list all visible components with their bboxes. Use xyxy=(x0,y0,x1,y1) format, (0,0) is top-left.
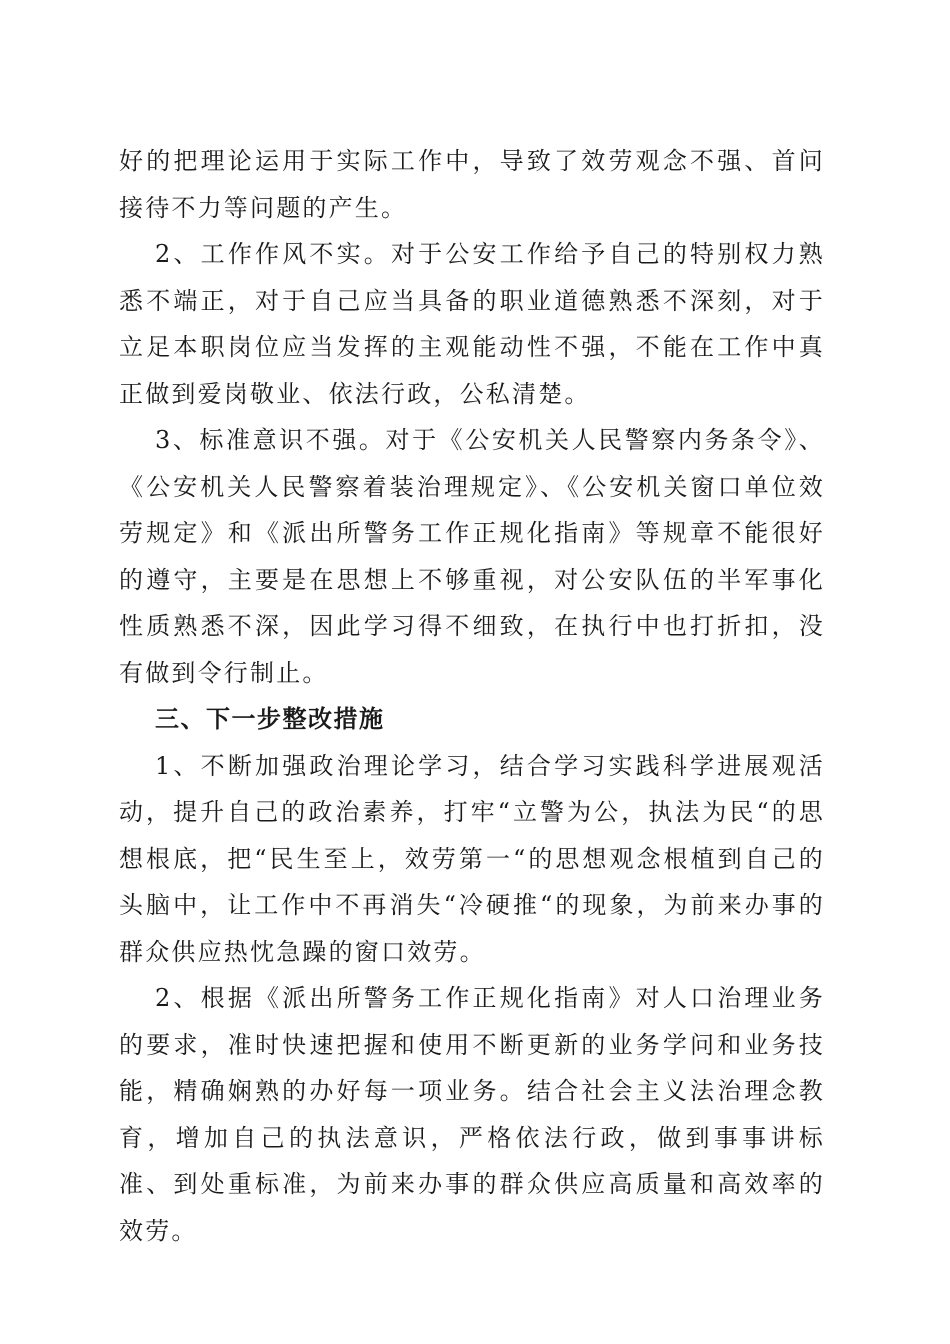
paragraph-work-style: 2、工作作风不实。对于公安工作给予自己的特别权力熟悉不端正，对于自己应当具备的职业道德熟悉不深刻，对于立足本职岗位应当发挥的主观能动性不强，不能在工作中真正做到爱岗敬业、依法行政，公私清楚。 xyxy=(119,240,825,408)
paragraph-measure-1: 1、不断加强政治理论学习，结合学习实践科学进展观活动，提升自己的政治素养，打牢“立警为公，执法为民“的思想根底，把“民生至上，效劳第一“的思想观念根植到自己的头脑中，让工作中不再消失“冷硬推“的现象，为前来办事的群众供应热忱急躁的窗口效劳。 xyxy=(119,751,825,966)
paragraph-measure-2: 2、根据《派出所警务工作正规化指南》对人口治理业务的要求，准时快速把握和使用不断更新的业务学问和业务技能，精确娴熟的办好每一项业务。结合社会主义法治理念教育，增加自己的执法意识，严格依法行政，做到事事讲标准、到处重标准，为前来办事的群众供应高质量和高效率的效劳。 xyxy=(119,984,825,1245)
section-heading: 三、下一步整改措施 xyxy=(155,705,385,733)
document-body xyxy=(119,138,825,1254)
paragraph-standards: 3、标准意识不强。对于《公安机关人民警察内务条令》、《公安机关人民警察着装治理规定》、《公安机关窗口单位效劳规定》和《派出所警务工作正规化指南》等规章不能很好的遵守，主要是在思想上不够重视，对公安队伍的半军事化性质熟悉不深，因此学习得不细致，在执行中也打折扣，没有做到令行制止。 xyxy=(119,426,825,687)
paragraph-continued: 好的把理论运用于实际工作中，导致了效劳观念不强、首问接待不力等问题的产生。 xyxy=(119,147,825,222)
